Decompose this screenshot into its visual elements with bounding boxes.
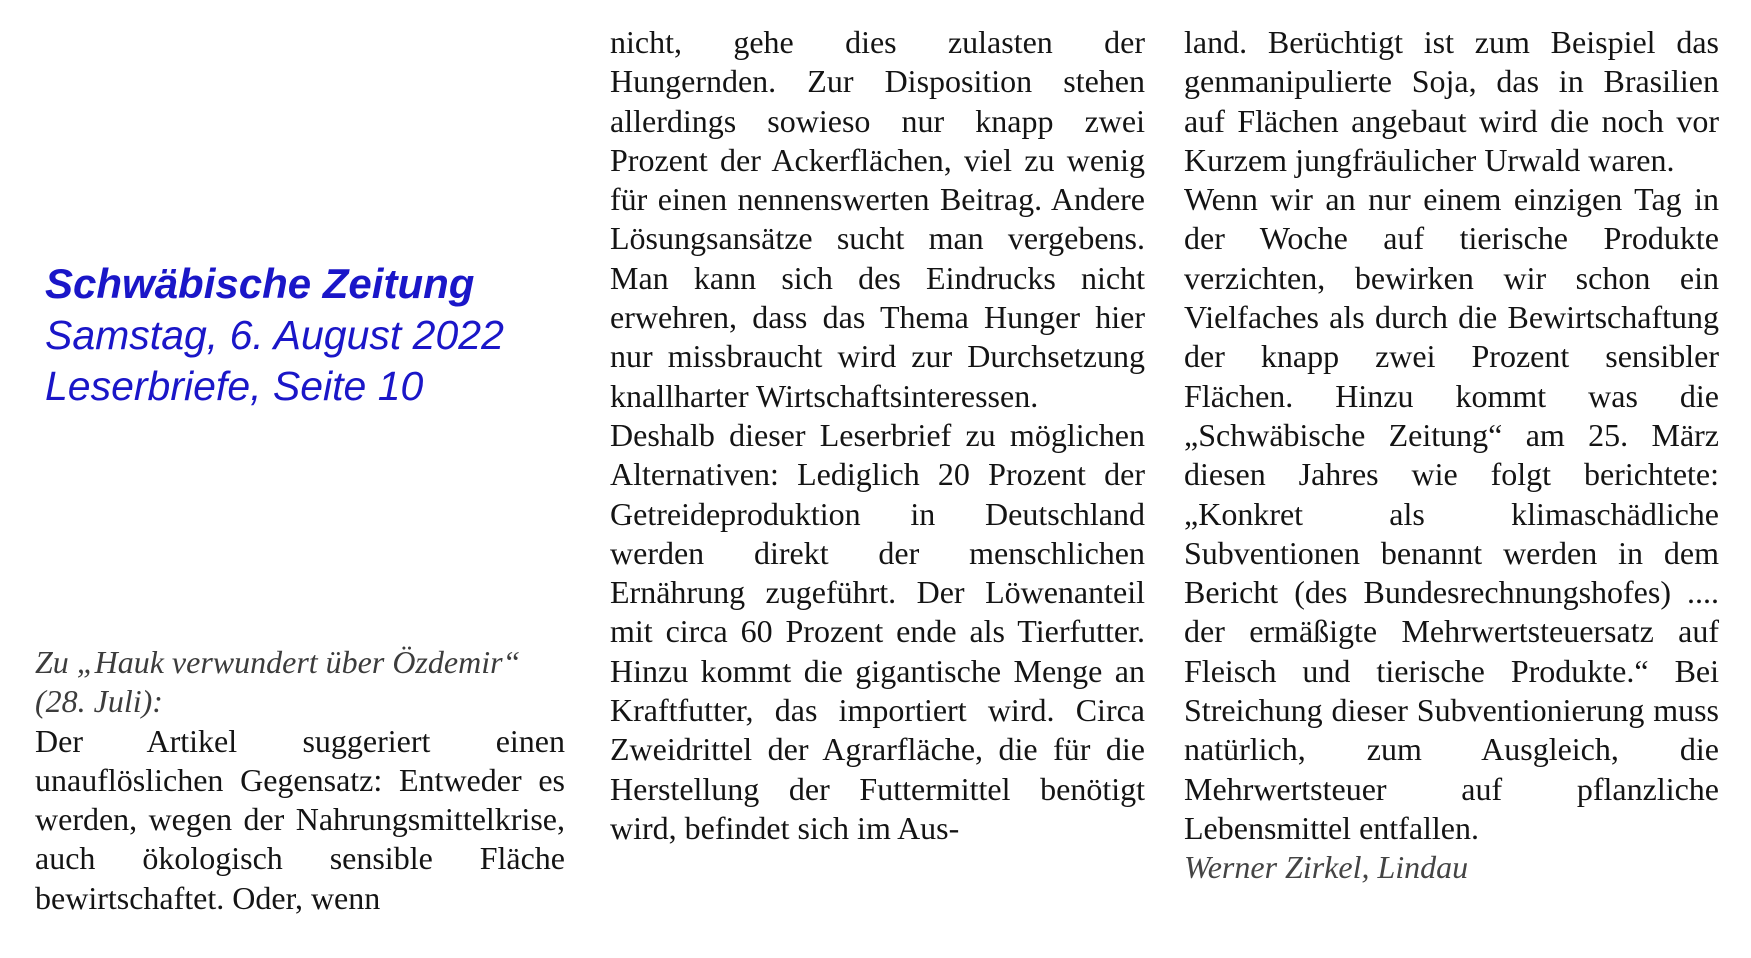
letter-paragraph: nicht, gehe dies zulasten der Hungernden. Zur Disposition stehen allerdings sowieso nur knapp zwei Prozent der Ackerflächen, viel zu wenig für einen nennenswerten Beitrag. Andere Lösungsansätze sucht man vergebens. Man kann sich des Eindrucks nicht erwehren, dass das Thema Hunger hier nur missbraucht wird zur Durchsetzung knallharter Wirtschaftsinteressen.: [610, 24, 1145, 414]
letter-paragraph: Der Artikel suggeriert einen unauflöslichen Gegensatz: Entweder es werden, wegen der Nahrungsmittelkrise, auch ökologisch sensible Fläche bewirtschaftet. Oder, wenn: [35, 722, 565, 916]
section-page: Leserbriefe, Seite 10: [45, 362, 424, 409]
letter-paragraph: land. Berüchtigt ist zum Beispiel das genmanipulierte Soja, das in Brasilien auf Flächen angebaut wird die noch vor Kurzem jungfräulicher Urwald waren.: [1184, 24, 1719, 178]
letter-column-3: [1184, 23, 1719, 888]
letter-signature: Werner Zirkel, Lindau: [1184, 849, 1469, 886]
publication-date: Samstag, 6. August 2022: [45, 312, 504, 359]
letter-column-2: [610, 23, 1145, 848]
newspaper-name: Schwäbische Zeitung: [45, 260, 475, 307]
letter-column-1: [35, 643, 565, 918]
letter-paragraph: Wenn wir an nur einem einzigen Tag in der Woche auf tierische Produkte verzichten, bewirken wir schon ein Vielfaches als durch die Bewirtschaftung der knapp zwei Prozent sensibler Flächen. Hinzu kommt was die „Schwäbische Zeitung“ am 25. März diesen Jahres wie folgt berichtete: „Konkret als klimaschädliche Subventionen benannt werden in dem Bericht (des Bundesrechnungshofes) .... der ermäßigte Mehrwertsteuersatz auf Fleisch und tierische Produkte.“ Bei Streichung dieser Subventionierung muss natürlich, zum Ausgleich, die Mehrwertsteuer auf pflanzliche Lebensmittel entfallen.: [1184, 181, 1719, 846]
source-note: [45, 258, 605, 412]
article-reference: Zu „Hauk verwundert über Özdemir“ (28. Juli):: [35, 644, 521, 720]
letter-paragraph: Deshalb dieser Leserbrief zu möglichen Alternativen: Lediglich 20 Prozent der Getreideproduktion in Deutschland werden direkt der menschlichen Ernährung zugeführt. Der Löwenanteil mit circa 60 Prozent ende als Tierfutter. Hinzu kommt die gigantische Menge an Kraftfutter, das importiert wird. Circa Zweidrittel der Agrarfläche, die für die Herstellung der Futtermittel benötigt wird, befindet sich im Aus-: [610, 416, 1145, 846]
